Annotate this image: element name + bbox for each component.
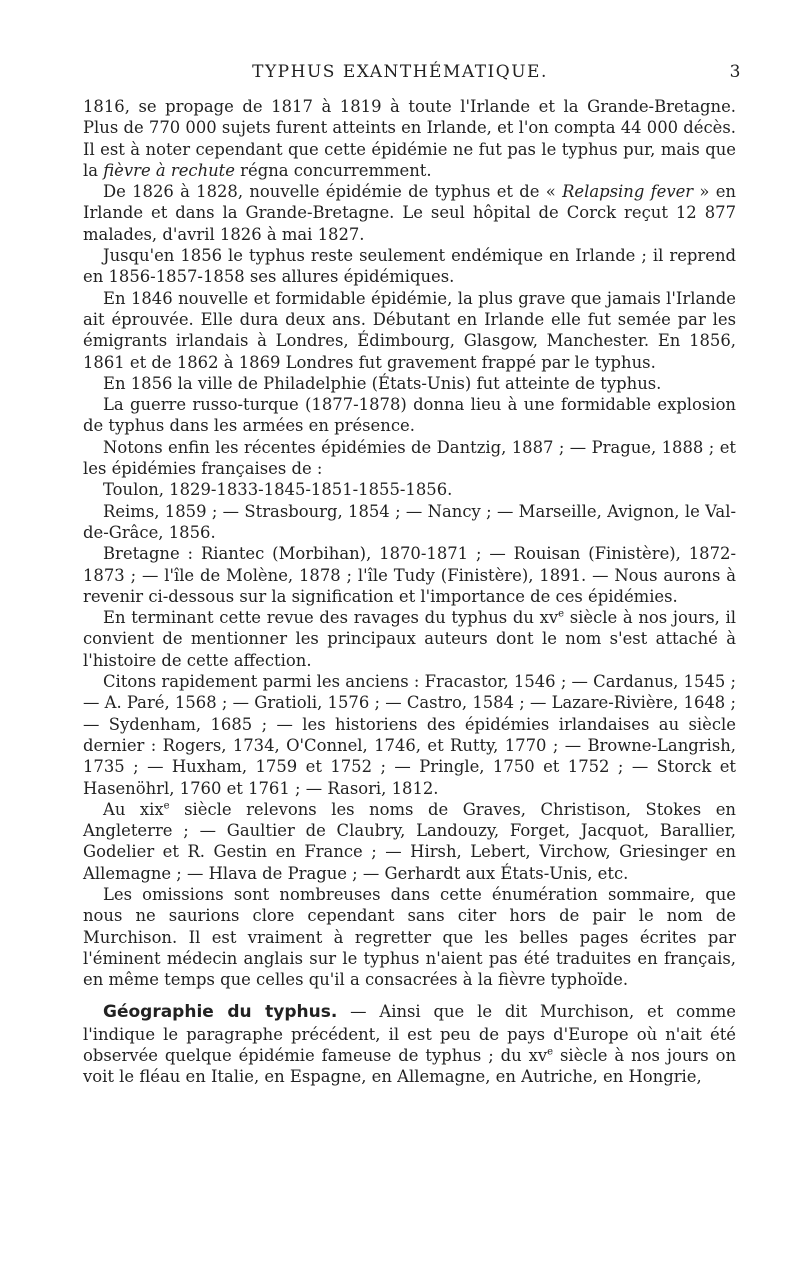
paragraph-9: Reims, 1859 ; — Strasbourg, 1854 ; — Nancy ; — Marseille, Avignon, le Val-de-Grâce, 1856.: [83, 501, 736, 542]
paragraph-4: En 1846 nouvelle et formidable épidémie, la plus grave que jamais l'Irlande ait éprouvée. Elle dura deux ans. Débutant en Irlande elle fut semée par les émigrants irlandais à Londres, Édimbourg, Glasgow, Manchester. En 1856, 1861 et de 1862 à 1869 Londres fut gravement frappé par le typhus.: [83, 288, 736, 372]
paragraph-3: Jusqu'en 1856 le typhus reste seulement endémique en Irlande ; il reprend en 1856-1857-1858 ses allures épidémiques.: [83, 246, 736, 287]
paragraph-12: Citons rapidement parmi les anciens : Fracastor, 1546 ; — Cardanus, 1545 ; — A. Paré, 1568 ; — Gratioli, 1576 ; — Castro, 1584 ; — Lazare-Rivière, 1648 ; — Sydenham, 1685 ; — les historiens des épidémies irlandaises au siècle dernier : Rogers, 1734, O'Connel, 1746, et Rutty, 1770 ; — Browne-Langrish, 1735 ; — Huxham, 1759 et 1752 ; — Pringle, 1750 et 1752 ; — Storck et Hasenöhrl, 1760 et 1761 ; — Rasori, 1812.: [83, 672, 736, 798]
paragraph-1: 1816, se propage de 1817 à 1819 à toute l'Irlande et la Grande-Bretagne. Plus de 770 000 sujets furent atteints en Irlande, et l'on compta 44 000 décès. Il est à noter cependant que cette épidémie ne fut pas le typhus pur, mais que la fièvre à rechute régna concurremment.: [83, 97, 736, 180]
body-text: [83, 96, 736, 1088]
paragraph-2: De 1826 à 1828, nouvelle épidémie de typhus et de « Relapsing fever » en Irlande et dans la Grande-Bretagne. Le seul hôpital de Corck reçut 12 877 malades, d'avril 1826 à mai 1827.: [83, 182, 736, 244]
page-header: [0, 62, 800, 86]
paragraph-5: En 1856 la ville de Philadelphie (États-Unis) fut atteinte de typhus.: [103, 373, 662, 393]
paragraph-14: Les omissions sont nombreuses dans cette énumération sommaire, que nous ne saurions clore cependant sans citer hors de pair le nom de Murchison. Il est vraiment à regretter que les belles pages écrites par l'éminent médecin anglais sur le typhus n'aient pas été traduites en français, en même temps que celles qu'il a consacrées à la fièvre typhoïde.: [83, 884, 736, 990]
paragraph-geography: Géographie du typhus. — Ainsi que le dit Murchison, et comme l'indique le paragraphe précédent, il est peu de pays d'Europe où n'ait été observée quelque épidémie fameuse de typhus ; du $xv^e$ siècle à nos jours on voit le fléau en Italie, en Espagne, en Allemagne, en Autriche, en Hongrie,: [83, 1002, 737, 1087]
paragraph-11: En terminant cette revue des ravages du typhus du $xv^e$ siècle à nos jours, il convient de mentionner les principaux auteurs dont le nom s'est attaché à l'histoire de cette affection.: [83, 608, 736, 670]
page-number: 3: [729, 62, 742, 82]
paragraph-13: Au xix$^e$ siècle relevons les noms de Graves, Christison, Stokes en Angleterre ; — Gaultier de Claubry, Landouzy, Forget, Jacquot, Barallier, Godelier et R. Gestin en France ; — Hirsh, Lebert, Virchow, Griesinger en Allemagne ; — Hlava de Prague ; — Gerhardt aux États-Unis, etc.: [83, 799, 736, 883]
paragraph-6: La guerre russo-turque (1877-1878) donna lieu à une formidable explosion de typhus dans les armées en présence.: [83, 395, 736, 436]
section-heading: Géographie du typhus.: [103, 1002, 338, 1023]
paragraph-10: Bretagne : Riantec (Morbihan), 1870-1871 ; — Rouisan (Finistère), 1872-1873 ; — l'île de Molène, 1878 ; l'île Tudy (Finistère), 1891. — Nous aurons à revenir ci-dessous sur la signification et l'importance de ces épidémies.: [83, 544, 736, 606]
running-title: TYPHUS EXANTHÉMATIQUE.: [252, 62, 548, 82]
paragraph-7: Notons enfin les récentes épidémies de Dantzig, 1887 ; — Prague, 1888 ; et les épidémies françaises de :: [83, 437, 736, 479]
paragraph-8: Toulon, 1829-1833-1845-1851-1855-1856.: [103, 480, 453, 500]
